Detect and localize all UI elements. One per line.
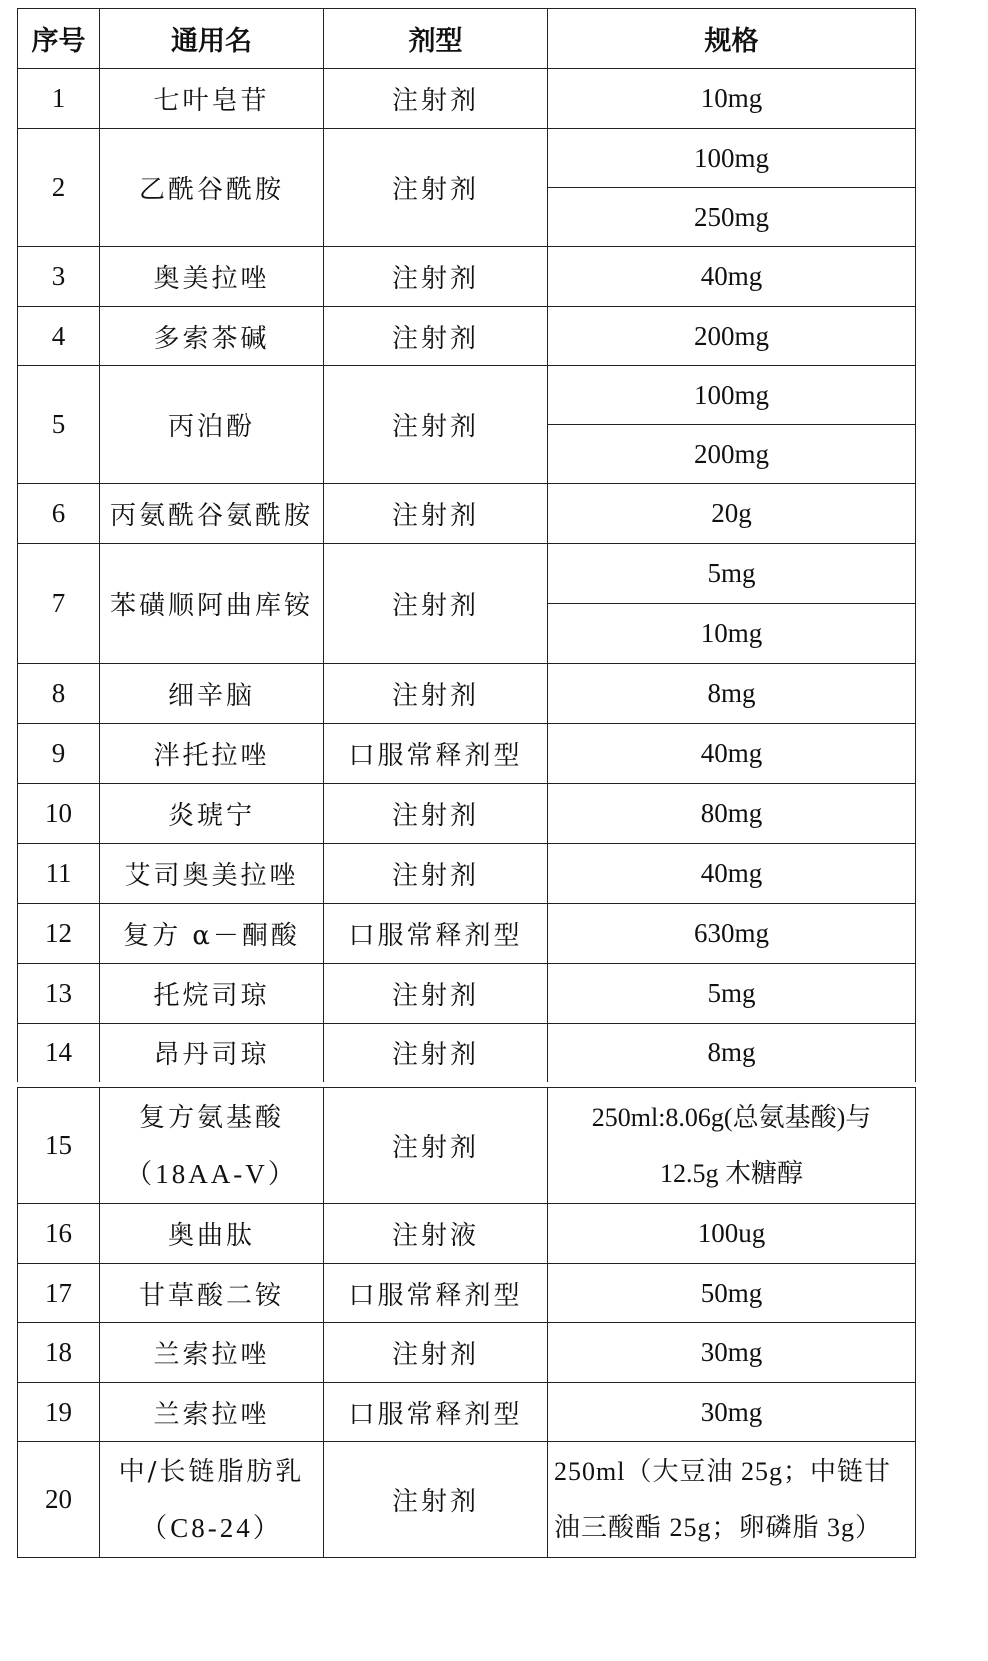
row-form: 注射剂 [324,664,548,724]
table-row [18,844,916,904]
row-form: 口服常释剂型 [324,1264,548,1323]
row-form: 注射剂 [324,844,548,904]
row-spec: 8mg [548,1024,916,1082]
row-spec: 10mg [548,604,916,664]
row-spec: 630mg [548,904,916,964]
row-spec: 40mg [548,247,916,307]
row-spec-line: 250ml:8.06g(总氨基酸)与 [591,1102,872,1132]
table-row [18,964,916,1024]
row-form: 注射剂 [324,1442,548,1558]
row-no: 1 [18,69,100,129]
row-form: 注射剂 [324,544,548,664]
table-row [18,1264,916,1323]
row-no: 2 [18,129,100,247]
row-spec: 100mg [548,366,916,425]
row-name: 奥美拉唑 [100,247,324,307]
row-no: 16 [18,1204,100,1264]
row-spec: 250mg [548,188,916,247]
row-no: 19 [18,1383,100,1442]
row-form: 注射剂 [324,69,548,129]
row-name: 甘草酸二铵 [100,1264,324,1323]
row-form: 注射剂 [324,129,548,247]
row-no: 13 [18,964,100,1024]
row-no: 15 [18,1088,100,1204]
row-form: 口服常释剂型 [324,724,548,784]
row-name: 细辛脑 [100,664,324,724]
table-row [18,69,916,129]
table-row [18,724,916,784]
row-form: 注射剂 [324,366,548,484]
row-no: 9 [18,724,100,784]
header-form: 剂型 [324,9,548,69]
row-form: 注射剂 [324,964,548,1024]
row-name: 兰索拉唑 [100,1323,324,1383]
table-row [18,129,916,188]
row-form: 注射剂 [324,307,548,366]
table-row [18,1323,916,1383]
row-form: 注射液 [324,1204,548,1264]
row-spec-line: 250ml（大豆油 25g；中链甘 [554,1456,891,1486]
row-name [100,1442,324,1558]
row-spec-line: 12.5g 木糖醇 [659,1158,803,1188]
row-no: 6 [18,484,100,544]
row-spec: 8mg [548,664,916,724]
row-spec: 30mg [548,1323,916,1383]
table-row [18,484,916,544]
row-name-line: 中/长链脂肪乳 [118,1456,305,1487]
row-form: 注射剂 [324,1323,548,1383]
row-form: 口服常释剂型 [324,1383,548,1442]
row-name: 乙酰谷酰胺 [100,129,324,247]
table-row [18,1204,916,1264]
row-form: 口服常释剂型 [324,904,548,964]
table-row [18,1024,916,1082]
drug-table-part2 [17,1087,916,1558]
row-spec: 5mg [548,544,916,604]
row-form: 注射剂 [324,784,548,844]
row-spec: 40mg [548,844,916,904]
row-form: 注射剂 [324,247,548,307]
header-no: 序号 [18,9,100,69]
row-spec: 5mg [548,964,916,1024]
row-spec [548,1088,916,1204]
table-row [18,1442,916,1558]
row-spec: 20g [548,484,916,544]
table-row [18,784,916,844]
row-no: 4 [18,307,100,366]
row-spec-line: 油三酸酯 25g；卵磷脂 3g） [554,1512,883,1542]
row-spec: 100ug [548,1204,916,1264]
row-no: 11 [18,844,100,904]
row-form: 注射剂 [324,1088,548,1204]
row-no: 17 [18,1264,100,1323]
row-no: 7 [18,544,100,664]
row-name: 托烷司琼 [100,964,324,1024]
row-name: 多索茶碱 [100,307,324,366]
row-name: 苯磺顺阿曲库铵 [100,544,324,664]
row-name: 泮托拉唑 [100,724,324,784]
row-no: 12 [18,904,100,964]
row-spec [548,1442,916,1558]
table-row [18,544,916,604]
row-spec: 50mg [548,1264,916,1323]
row-no: 14 [18,1024,100,1082]
drug-table-part1 [17,8,916,1082]
row-spec: 200mg [548,425,916,484]
row-spec: 200mg [548,307,916,366]
row-name-line: （18AA-V） [125,1158,298,1189]
row-name: 兰索拉唑 [100,1383,324,1442]
table-row [18,307,916,366]
row-form: 注射剂 [324,484,548,544]
row-name: 丙氨酰谷氨酰胺 [100,484,324,544]
table-row [18,664,916,724]
row-spec: 30mg [548,1383,916,1442]
header-spec: 规格 [548,9,916,69]
row-form: 注射剂 [324,1024,548,1082]
row-name: 七叶皂苷 [100,69,324,129]
row-spec: 40mg [548,724,916,784]
table-row [18,247,916,307]
row-name: 复方 α－酮酸 [100,904,324,964]
row-spec: 10mg [548,69,916,129]
table-row [18,904,916,964]
row-name: 奥曲肽 [100,1204,324,1264]
row-spec: 100mg [548,129,916,188]
header-name: 通用名 [100,9,324,69]
row-name-line: （C8-24） [140,1512,283,1543]
row-name: 艾司奥美拉唑 [100,844,324,904]
table-row [18,1383,916,1442]
row-spec: 80mg [548,784,916,844]
row-name-line: 复方氨基酸 [138,1102,284,1133]
row-no: 3 [18,247,100,307]
row-name [100,1088,324,1204]
row-name: 丙泊酚 [100,366,324,484]
table-row [18,366,916,425]
row-no: 5 [18,366,100,484]
table-row [18,1088,916,1204]
row-name: 昂丹司琼 [100,1024,324,1082]
table-header-row [18,9,916,69]
row-no: 20 [18,1442,100,1558]
row-no: 8 [18,664,100,724]
row-no: 18 [18,1323,100,1383]
row-name: 炎琥宁 [100,784,324,844]
row-no: 10 [18,784,100,844]
